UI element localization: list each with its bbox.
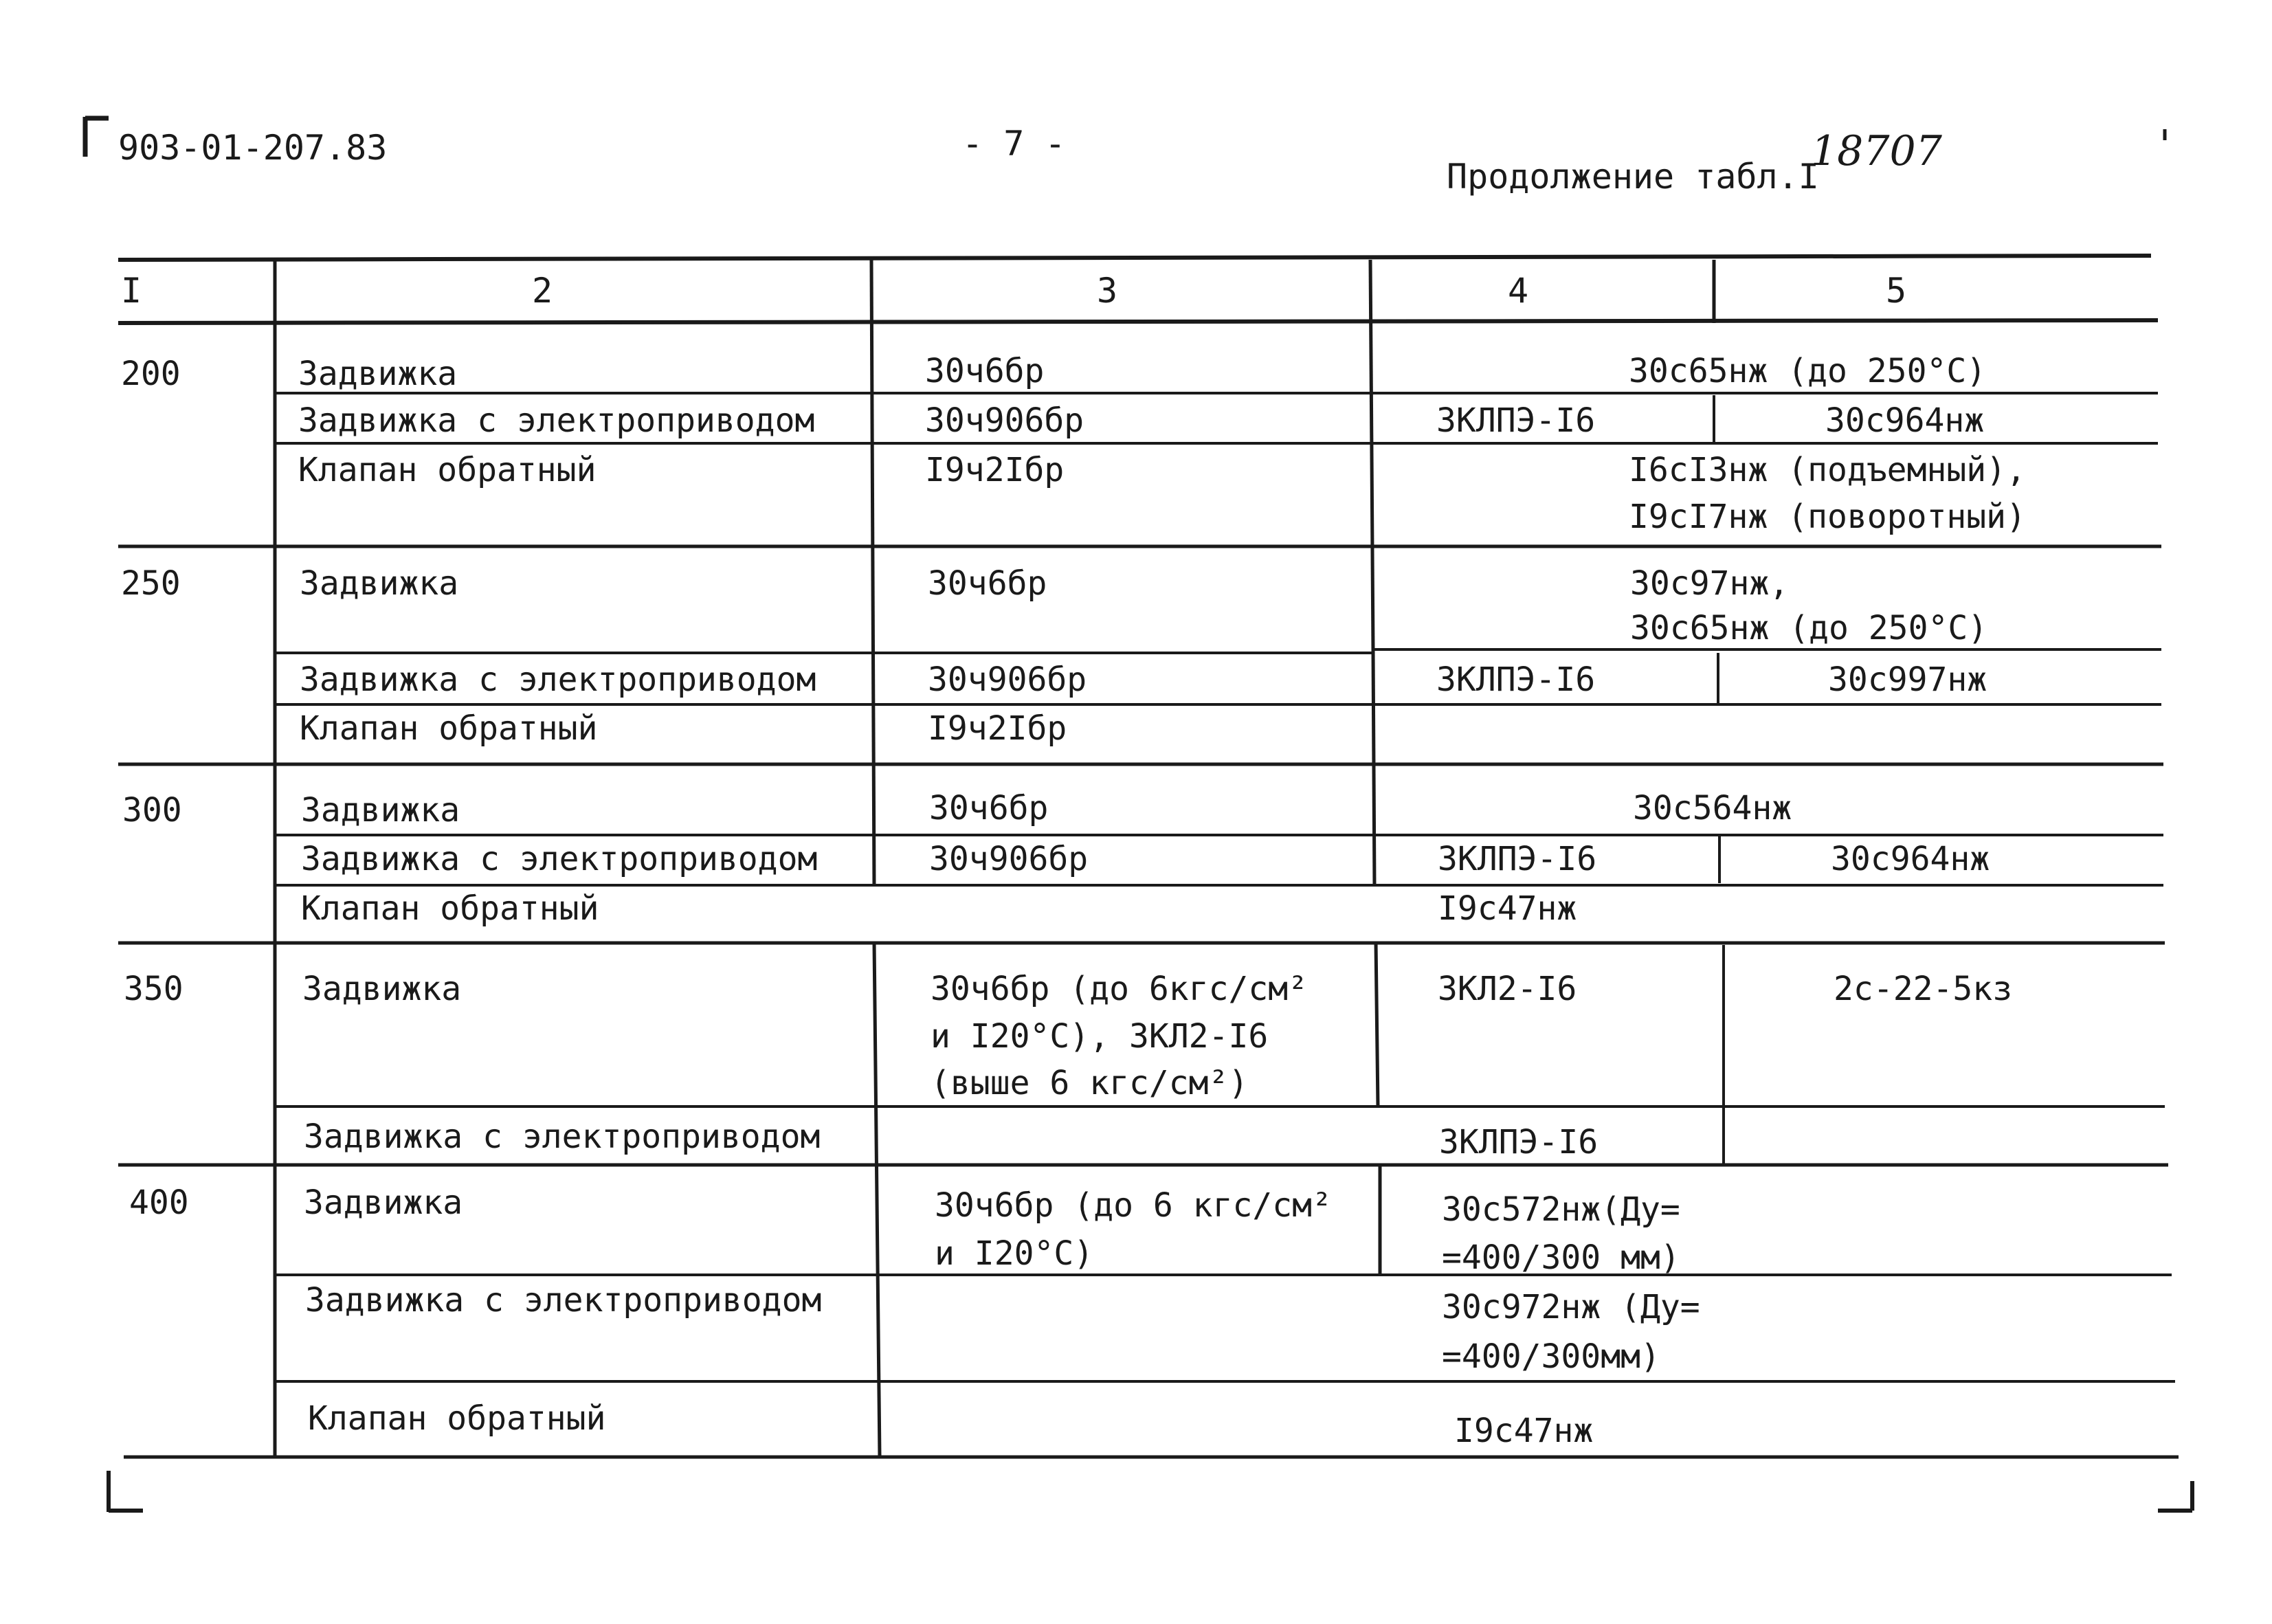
row-350-2-name: Задвижка с электроприводом	[304, 1117, 821, 1156]
dn-400: 400	[129, 1183, 189, 1222]
row-250-2-col3: 30ч906бр	[928, 660, 1087, 699]
row-400-2-name: Задвижка с электроприводом	[305, 1281, 822, 1320]
row-200-1-col3: 30ч6бр	[925, 352, 1045, 390]
column-header-2: 2	[532, 271, 553, 311]
row-350-2-col345: ЗКЛПЭ-I6	[1439, 1123, 1599, 1161]
row-350-1-col3-line1: 30ч6бр (до 6кгс/см²	[931, 970, 1308, 1008]
row-200-2-col5: 30с964нж	[1825, 401, 1985, 440]
column-header-3: 3	[1097, 271, 1118, 311]
dn-200: 200	[121, 355, 181, 393]
row-200-2-name: Задвижка с электроприводом	[298, 401, 815, 440]
row-400-2-col345-line1: 30с972нж (Ду=	[1442, 1288, 1700, 1326]
row-400-1-col3-line2: и I20°С)	[935, 1234, 1094, 1273]
column-header-4: 4	[1508, 271, 1529, 311]
row-400-1-col45-line2: =400/300 мм)	[1442, 1238, 1680, 1277]
row-400-1-col3-line1: 30ч6бр (до 6 кгс/см²	[935, 1186, 1332, 1225]
row-200-3-name: Клапан обратный	[298, 451, 597, 489]
row-250-1-name: Задвижка	[300, 564, 459, 603]
row-350-1-col3-line2: и I20°С), ЗКЛ2-I6	[931, 1017, 1269, 1056]
page-number: - 7 -	[962, 124, 1066, 164]
column-header-5: 5	[1886, 271, 1907, 311]
row-200-2-col4: ЗКЛПЭ-I6	[1436, 401, 1596, 440]
dn-300: 300	[122, 791, 182, 830]
document-code: 903-01-207.83	[118, 128, 388, 168]
row-200-3-col45-line1: I6сI3нж (подъемный),	[1629, 451, 2026, 489]
row-300-1-col45: 30с564нж	[1633, 789, 1792, 827]
row-200-1-col45: 30с65нж (до 250°С)	[1629, 352, 1987, 390]
row-400-3-col345: I9с47нж	[1454, 1412, 1594, 1450]
row-300-1-name: Задвижка	[301, 791, 460, 830]
row-200-2-col3: 30ч906бр	[925, 401, 1084, 440]
dn-250: 250	[121, 564, 181, 603]
row-200-3-col3: I9ч2Iбр	[925, 451, 1065, 489]
row-300-3-col345: I9с47нж	[1438, 889, 1577, 928]
row-250-2-col4: ЗКЛПЭ-I6	[1436, 660, 1596, 699]
row-250-1-col45-line1: 30с97нж,	[1630, 564, 1790, 603]
row-300-1-col3: 30ч6бр	[929, 789, 1049, 827]
row-350-1-col3-line3: (выше 6 кгс/см²)	[931, 1064, 1249, 1102]
row-350-1-name: Задвижка	[302, 970, 462, 1008]
row-250-2-name: Задвижка с электроприводом	[300, 660, 816, 699]
row-250-1-col3: 30ч6бр	[928, 564, 1047, 603]
row-250-1-col45-line2: 30с65нж (до 250°С)	[1630, 609, 1988, 647]
row-300-3-name: Клапан обратный	[301, 889, 599, 928]
row-300-2-col4: ЗКЛПЭ-I6	[1438, 840, 1597, 878]
row-350-1-col4: ЗКЛ2-I6	[1438, 970, 1577, 1008]
row-350-1-col5: 2с-22-5кз	[1834, 970, 2013, 1008]
row-250-3-name: Клапан обратный	[300, 709, 598, 748]
row-400-3-name: Клапан обратный	[308, 1399, 606, 1438]
row-250-2-col5: 30с997нж	[1828, 660, 1987, 699]
row-400-1-col45-line1: 30с572нж(Ду=	[1442, 1190, 1680, 1229]
column-header-1: I	[121, 271, 142, 311]
row-300-2-name: Задвижка с электроприводом	[301, 840, 818, 878]
dn-350: 350	[124, 970, 183, 1008]
row-300-2-col5: 30с964нж	[1831, 840, 1990, 878]
row-400-1-name: Задвижка	[304, 1183, 463, 1222]
table-continuation-label: Продолжение табл.I	[1447, 157, 1819, 197]
row-300-2-col3: 30ч906бр	[929, 840, 1089, 878]
row-200-1-name: Задвижка	[298, 355, 458, 393]
row-250-3-col3: I9ч2Iбр	[928, 709, 1067, 748]
row-400-2-col345-line2: =400/300мм)	[1442, 1337, 1660, 1376]
row-200-3-col45-line2: I9сI7нж (поворотный)	[1629, 498, 2026, 536]
inventory-number: 18707	[1811, 127, 1942, 175]
